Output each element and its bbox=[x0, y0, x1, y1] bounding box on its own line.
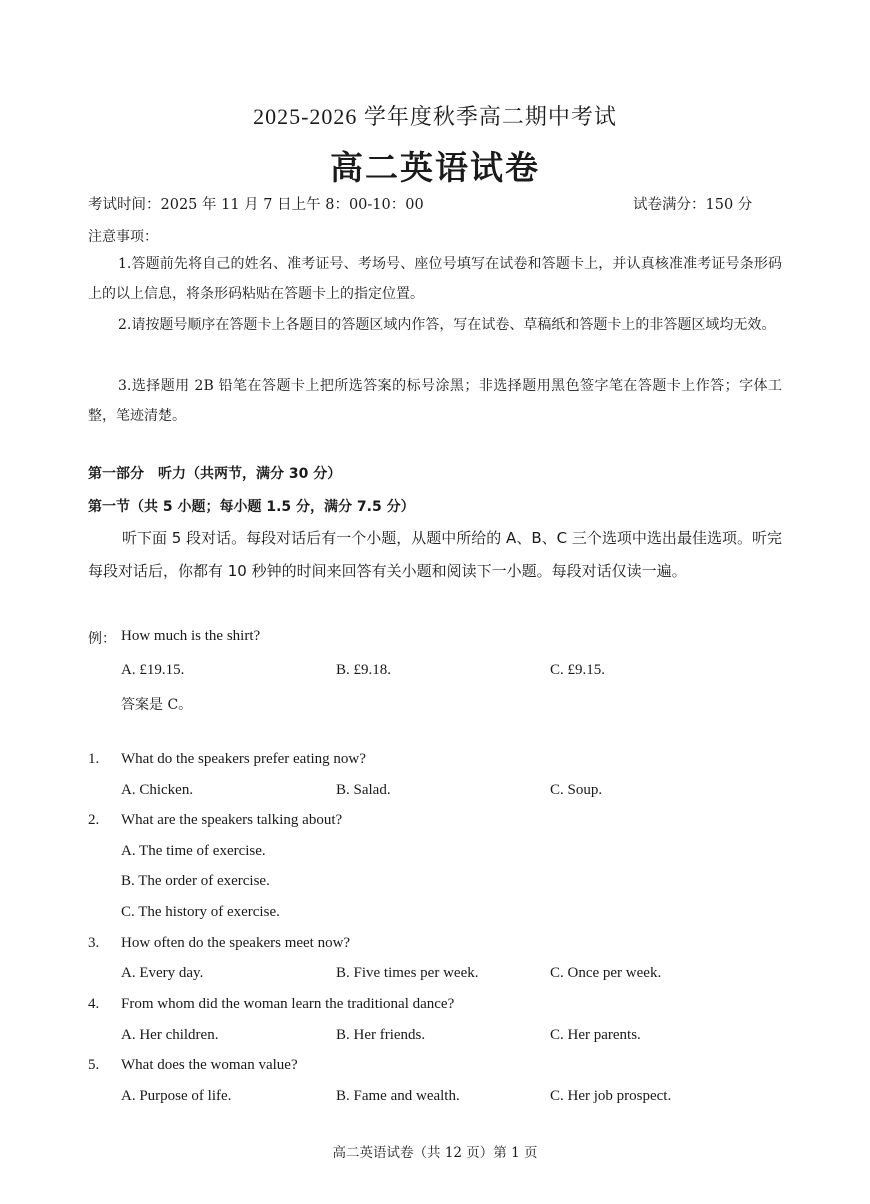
example-label: 例： bbox=[88, 631, 116, 647]
exam-time: 考试时间：2025 年 11 月 7 日上午 8：00-10：00 bbox=[88, 197, 424, 213]
paper-subtitle: 高二英语试卷 bbox=[330, 148, 540, 187]
question-number: 1. bbox=[88, 751, 100, 767]
section1-heading: 第一节（共 5 小题；每小题 1.5 分，满分 7.5 分） bbox=[88, 499, 415, 515]
listening-instructions: 听下面 5 段对话。每段对话后有一个小题，从题中所给的 A、B、C 三个选项中选出最佳选项。听完每段对话后，你都有 10 秒钟的时间来回答有关小题和阅读下一小题。每段对话仅读一遍。 bbox=[88, 529, 782, 580]
question-text: What do the speakers prefer eating now? bbox=[121, 751, 366, 767]
question-text: How often do the speakers meet now? bbox=[121, 935, 351, 951]
question-number: 5. bbox=[88, 1057, 100, 1073]
option-a: A. Her children. bbox=[121, 1027, 219, 1043]
option-c: C. Once per week. bbox=[550, 965, 662, 981]
full-score: 试卷满分：150 分 bbox=[633, 197, 753, 213]
option-b: B. The order of exercise. bbox=[121, 873, 270, 889]
option-c: C. The history of exercise. bbox=[121, 904, 280, 920]
question-text: What are the speakers talking about? bbox=[121, 812, 343, 828]
option-c: C. Her parents. bbox=[550, 1027, 641, 1043]
option-c: C. Soup. bbox=[550, 782, 603, 798]
option-a: A. The time of exercise. bbox=[121, 843, 266, 859]
question-number: 4. bbox=[88, 996, 100, 1012]
example-option-c: C. £9.15. bbox=[550, 662, 606, 678]
note-item-1: 1.答题前先将自己的姓名、准考证号、考场号、座位号填写在试卷和答题卡上，并认真核准准考证号条形码上的以上信息，将条形码粘贴在答题卡上的指定位置。 bbox=[88, 256, 782, 302]
option-b: B. Fame and wealth. bbox=[336, 1088, 460, 1104]
question-number: 3. bbox=[88, 935, 100, 951]
part1-heading: 第一部分 听力（共两节，满分 30 分） bbox=[88, 466, 342, 482]
note-item-3: 3.选择题用 2B 铅笔在答题卡上把所选答案的标号涂黑；非选择题用黑色签字笔在答题卡上作答；字体工整，笔迹清楚。 bbox=[88, 378, 782, 424]
question-text: What does the woman value? bbox=[121, 1057, 298, 1073]
question-number: 2. bbox=[88, 812, 100, 828]
example-answer: 答案是 C。 bbox=[121, 697, 193, 713]
option-a: A. Every day. bbox=[121, 965, 204, 981]
option-c: C. Her job prospect. bbox=[550, 1088, 672, 1104]
example-option-a: A. £19.15. bbox=[121, 662, 185, 678]
page-footer: 高二英语试卷（共 12 页）第 1 页 bbox=[332, 1145, 538, 1161]
option-b: B. Five times per week. bbox=[336, 965, 479, 981]
option-b: B. Salad. bbox=[336, 782, 391, 798]
exam-title: 2025-2026 学年度秋季高二期中考试 bbox=[253, 104, 617, 129]
example-question: How much is the shirt? bbox=[121, 628, 261, 644]
note-item-2: 2.请按题号顺序在答题卡上各题目的答题区域内作答，写在试卷、草稿纸和答题卡上的非答题区域均无效。 bbox=[118, 317, 776, 333]
question-text: From whom did the woman learn the traditional dance? bbox=[121, 996, 455, 1012]
example-option-b: B. £9.18. bbox=[336, 662, 392, 678]
option-a: A. Purpose of life. bbox=[121, 1088, 232, 1104]
option-b: B. Her friends. bbox=[336, 1027, 426, 1043]
notes-heading: 注意事项： bbox=[88, 229, 158, 245]
option-a: A. Chicken. bbox=[121, 782, 194, 798]
